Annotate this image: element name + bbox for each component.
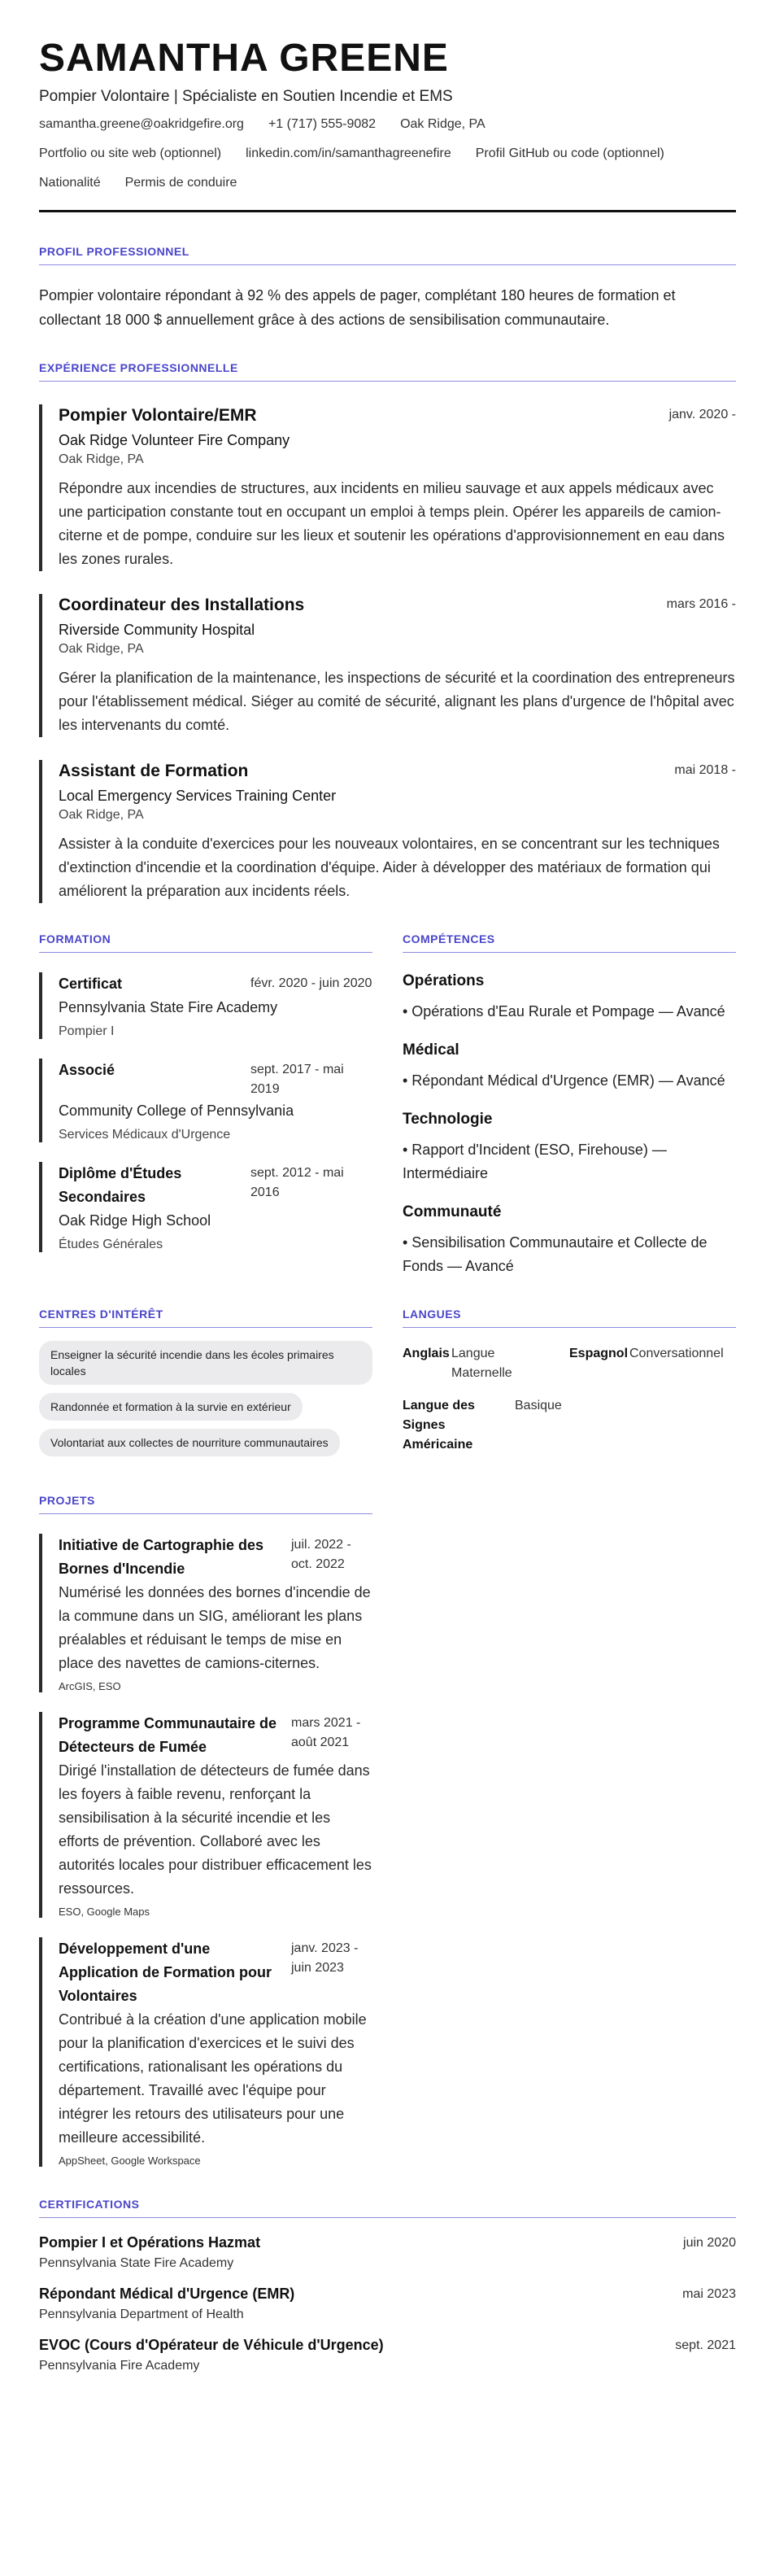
skill-group bbox=[403, 1203, 736, 1278]
school-name: Oak Ridge High School bbox=[59, 1212, 211, 1229]
education-entry bbox=[39, 1059, 372, 1142]
job-location: Oak Ridge, PA bbox=[59, 452, 144, 466]
skill-group bbox=[403, 1111, 736, 1185]
projects-section bbox=[39, 1494, 372, 2167]
project-entry bbox=[39, 1937, 372, 2167]
certification-issuer: Pennsylvania Department of Health bbox=[39, 2307, 244, 2321]
certifications-section bbox=[39, 2198, 736, 2373]
degree-field: Services Médicaux d'Urgence bbox=[59, 1128, 231, 1142]
project-description: Dirigé l'installation de détecteurs de fumée dans les foyers à faible revenu, renforçant la sensibilisation à la sécurité incendie et les efforts de prévention. Collaboré avec les autorités locales pour distribuer efficacement les ressources. bbox=[59, 1762, 372, 1897]
certification-issuer: Pennsylvania Fire Academy bbox=[39, 2359, 200, 2373]
section-title-summary: PROFIL PROFESSIONNEL bbox=[39, 245, 189, 258]
education-section bbox=[39, 932, 372, 1278]
project-description: Contribué à la création d'une application mobile pour la planification d'exercices et le suivi des certifications, rationalisant les opérations du département. Travaillé avec l'équipe pour intégrer les retours des utilisateurs pour une meilleure accessibilité. bbox=[59, 2011, 367, 2146]
skill-category: Opérations bbox=[403, 972, 485, 989]
experience-entry bbox=[39, 404, 736, 571]
education-skills-row bbox=[39, 932, 736, 1278]
job-date: mai 2018 - bbox=[674, 763, 736, 777]
certification-issuer: Pennsylvania State Fire Academy bbox=[39, 2256, 234, 2270]
project-tech: ESO, Google Maps bbox=[59, 1906, 150, 1918]
section-title-projects: PROJETS bbox=[39, 1494, 95, 1507]
project-date: mars 2021 - août 2021 bbox=[291, 1716, 361, 1749]
degree-field: Études Générales bbox=[59, 1238, 163, 1251]
section-divider bbox=[39, 1327, 372, 1328]
language-item bbox=[569, 1344, 736, 1383]
skill-item: • Sensibilisation Communautaire et Collecte de Fonds — Avancé bbox=[403, 1234, 708, 1274]
job-location: Oak Ridge, PA bbox=[59, 808, 144, 822]
project-entry bbox=[39, 1534, 372, 1692]
certification-entry bbox=[39, 2286, 736, 2322]
job-location: Oak Ridge, PA bbox=[59, 642, 144, 656]
degree-date: sept. 2017 - mai 2019 bbox=[250, 1063, 344, 1096]
education-entry bbox=[39, 1162, 372, 1252]
certification-title: EVOC (Cours d'Opérateur de Véhicule d'Urgence) bbox=[39, 2337, 384, 2353]
project-date: juil. 2022 - oct. 2022 bbox=[291, 1538, 351, 1571]
project-description: Numérisé les données des bornes d'incendie de la commune dans un SIG, améliorant les plans préalables et réduisant le temps de mise en place des navettes de camions-citernes. bbox=[59, 1584, 371, 1671]
degree-date: févr. 2020 - juin 2020 bbox=[250, 976, 372, 990]
skill-category: Technologie bbox=[403, 1111, 493, 1128]
location-text: Oak Ridge, PA bbox=[400, 117, 485, 131]
project-title: Programme Communautaire de Détecteurs de Fumée bbox=[59, 1715, 277, 1755]
linkedin-link[interactable]: linkedin.com/in/samanthagreenefire bbox=[246, 146, 451, 160]
github-link[interactable]: Profil GitHub ou code (optionnel) bbox=[475, 146, 664, 160]
section-divider bbox=[39, 264, 736, 265]
job-title: Pompier Volontaire/EMR bbox=[59, 406, 257, 425]
interest-tag: Randonnée et formation à la survie en extérieur bbox=[39, 1393, 303, 1421]
header-divider bbox=[39, 210, 736, 212]
language-item bbox=[403, 1344, 569, 1383]
job-date: janv. 2020 - bbox=[668, 408, 736, 421]
language-name: Espagnol bbox=[569, 1347, 629, 1360]
school-name: Pennsylvania State Fire Academy bbox=[59, 999, 278, 1015]
interests-languages-row bbox=[39, 1308, 736, 1465]
degree-title: Associé bbox=[59, 1062, 115, 1078]
email-link[interactable]: samantha.greene@oakridgefire.org bbox=[39, 117, 244, 131]
section-divider bbox=[403, 952, 736, 953]
interest-tag: Enseigner la sécurité incendie dans les écoles primaires locales bbox=[39, 1341, 372, 1385]
experience-entry bbox=[39, 760, 736, 903]
education-entry bbox=[39, 972, 372, 1039]
degree-title: Certificat bbox=[59, 976, 123, 992]
section-divider bbox=[39, 2217, 736, 2218]
portfolio-link[interactable]: Portfolio ou site web (optionnel) bbox=[39, 146, 222, 160]
job-company: Riverside Community Hospital bbox=[59, 622, 255, 638]
skill-item: • Répondant Médical d'Urgence (EMR) — Avancé bbox=[403, 1072, 725, 1089]
degree-date: sept. 2012 - mai 2016 bbox=[250, 1166, 344, 1199]
section-title-languages: LANGUES bbox=[403, 1308, 461, 1321]
job-company: Local Emergency Services Training Center bbox=[59, 788, 337, 804]
experience-section bbox=[39, 361, 736, 903]
section-divider bbox=[403, 1327, 736, 1328]
project-title: Développement d'une Application de Formation pour Volontaires bbox=[59, 1941, 272, 2004]
job-title: Coordinateur des Installations bbox=[59, 596, 305, 614]
certification-date: mai 2023 bbox=[682, 2287, 736, 2301]
skill-group bbox=[403, 972, 736, 1024]
nationality-text: Nationalité bbox=[39, 176, 101, 190]
job-description: Gérer la planification de la maintenance, les inspections de sécurité et la coordination des entrepreneurs pour l'établissement médical. Siéger au comité de sécurité, alignant les plans d'urgence de l'hôpital avec les intervenants du comté. bbox=[59, 670, 735, 733]
summary-text: Pompier volontaire répondant à 92 % des appels de pager, complétant 180 heures de formation et collectant 18 000 $ annuellement grâce à des actions de sensibilisation communautaire. bbox=[39, 287, 676, 328]
certification-title: Répondant Médical d'Urgence (EMR) bbox=[39, 2286, 295, 2302]
language-level: Conversationnel bbox=[629, 1347, 724, 1360]
language-level: Langue Maternelle bbox=[451, 1347, 512, 1380]
language-list bbox=[403, 1344, 736, 1455]
project-date: janv. 2023 - juin 2023 bbox=[291, 1941, 359, 1975]
project-entry bbox=[39, 1712, 372, 1918]
section-divider bbox=[39, 952, 372, 953]
job-description: Répondre aux incendies de structures, aux incidents en milieu sauvage et aux appels médicaux avec une participation constante tout en occupant un emploi à temps plein. Opérer les appareils de camion-citerne et de pompe, conduire sur les lieux et soutenir les opérations d'approvisionnement en eau dans les zones rurales. bbox=[59, 480, 725, 567]
language-level: Basique bbox=[515, 1399, 562, 1412]
summary-section bbox=[39, 245, 736, 332]
skills-section bbox=[403, 932, 736, 1278]
section-title-certifications: CERTIFICATIONS bbox=[39, 2198, 140, 2211]
contact-row-primary bbox=[39, 117, 736, 132]
language-name: Anglais bbox=[403, 1347, 450, 1360]
license-text: Permis de conduire bbox=[124, 176, 237, 190]
section-title-education: FORMATION bbox=[39, 932, 111, 945]
project-tech: AppSheet, Google Workspace bbox=[59, 2155, 201, 2167]
phone-text: +1 (717) 555-9082 bbox=[268, 117, 377, 131]
interest-tags bbox=[39, 1341, 372, 1465]
resume-header bbox=[39, 36, 736, 212]
degree-field: Pompier I bbox=[59, 1024, 115, 1038]
skill-item: • Opérations d'Eau Rurale et Pompage — Avancé bbox=[403, 1003, 725, 1019]
skill-category: Médical bbox=[403, 1041, 459, 1059]
interests-section bbox=[39, 1308, 372, 1465]
candidate-name: SAMANTHA GREENE bbox=[39, 37, 449, 80]
section-title-skills: COMPÉTENCES bbox=[403, 932, 495, 945]
certification-date: juin 2020 bbox=[683, 2236, 736, 2250]
headline: Pompier Volontaire | Spécialiste en Soutien Incendie et EMS bbox=[39, 88, 453, 105]
section-title-interests: CENTRES D'INTÉRÊT bbox=[39, 1308, 163, 1321]
interest-tag: Volontariat aux collectes de nourriture communautaires bbox=[39, 1429, 340, 1456]
job-company: Oak Ridge Volunteer Fire Company bbox=[59, 432, 290, 448]
job-date: mars 2016 - bbox=[666, 597, 736, 611]
certification-entry bbox=[39, 2337, 736, 2373]
project-tech: ArcGIS, ESO bbox=[59, 1680, 121, 1692]
job-description: Assister à la conduite d'exercices pour les nouveaux volontaires, en se concentrant sur les techniques d'extinction d'incendie et la coordination d'équipe. Aider à développer des matériaux de formation qui améliorent la préparation aux incidents réels. bbox=[59, 836, 720, 899]
skill-item: • Rapport d'Incident (ESO, Firehouse) — Intermédiaire bbox=[403, 1142, 667, 1181]
language-item bbox=[403, 1396, 569, 1455]
certification-entry bbox=[39, 2234, 736, 2271]
languages-section bbox=[403, 1308, 736, 1465]
certification-title: Pompier I et Opérations Hazmat bbox=[39, 2234, 261, 2251]
language-name: Langue des Signes Américaine bbox=[403, 1399, 475, 1452]
certification-date: sept. 2021 bbox=[675, 2338, 736, 2352]
project-title: Initiative de Cartographie des Bornes d'Incendie bbox=[59, 1537, 264, 1577]
degree-title: Diplôme d'Études Secondaires bbox=[59, 1165, 182, 1205]
section-divider bbox=[39, 381, 736, 382]
contact-row-links bbox=[39, 146, 736, 161]
skill-group bbox=[403, 1041, 736, 1093]
skill-category: Communauté bbox=[403, 1203, 502, 1220]
experience-entry bbox=[39, 594, 736, 737]
school-name: Community College of Pennsylvania bbox=[59, 1102, 294, 1119]
section-title-experience: EXPÉRIENCE PROFESSIONNELLE bbox=[39, 361, 238, 374]
job-title: Assistant de Formation bbox=[59, 762, 249, 780]
section-divider bbox=[39, 1513, 372, 1514]
contact-row-extra bbox=[39, 176, 736, 190]
